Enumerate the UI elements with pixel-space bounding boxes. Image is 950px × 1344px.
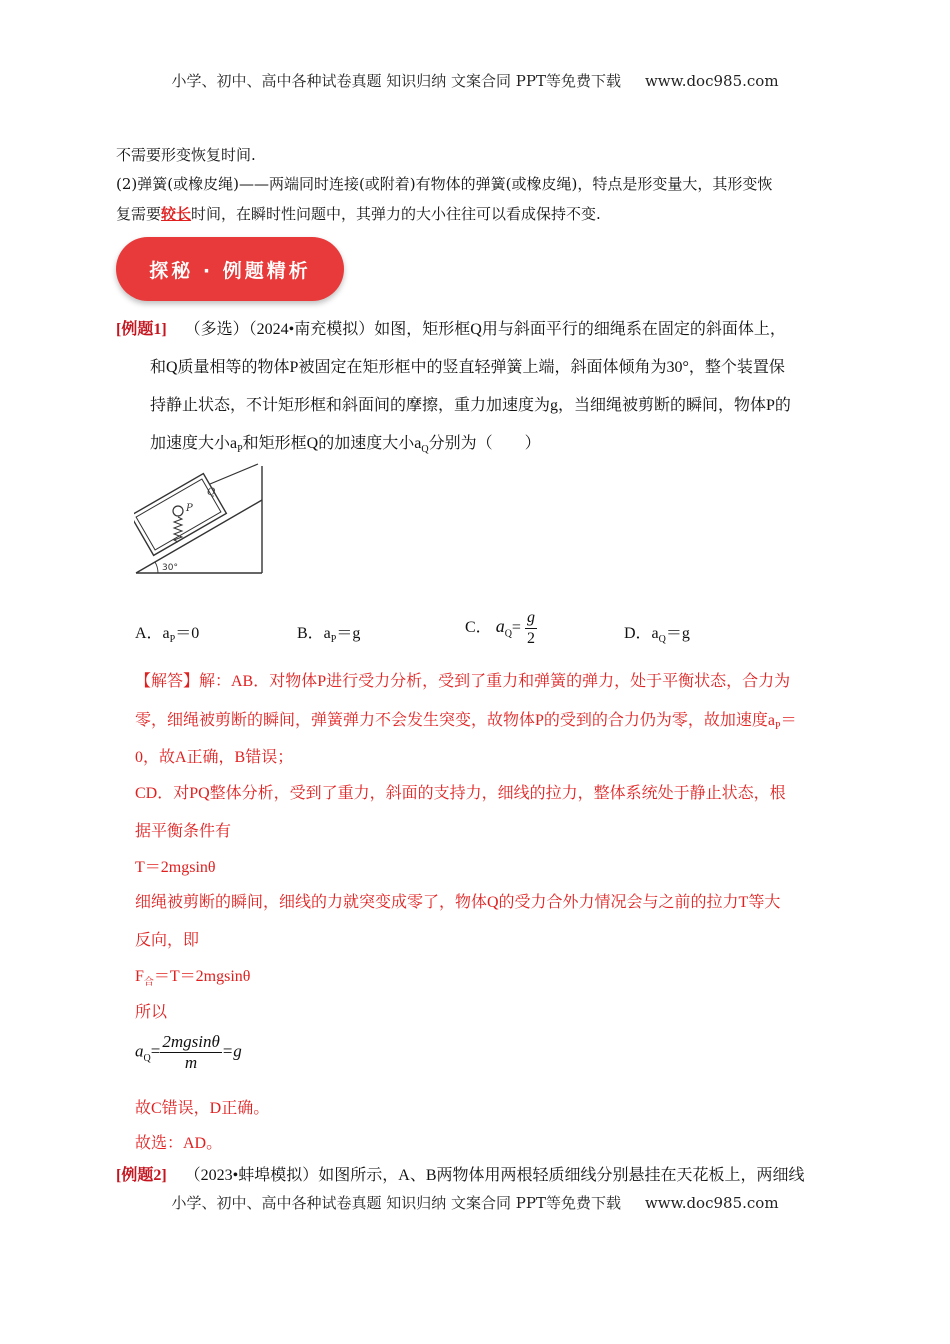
example1-line-4-a: 加速度大小a	[150, 435, 238, 452]
rope-line	[210, 464, 258, 484]
angle-arc	[155, 562, 158, 573]
intro-line-2: (2)弹簧(或橡皮绳)——两端同时连接(或附着)有物体的弹簧(或橡皮绳)，特点是形变量大，其形变恢	[116, 175, 773, 193]
solution-line-2-sub: P	[775, 721, 781, 733]
option-a-rest: ＝0	[175, 625, 200, 642]
option-c-den: 2	[526, 630, 535, 647]
example1-line-4	[150, 434, 541, 460]
page-header	[0, 70, 950, 91]
example2-text-1: （2023•蚌埠模拟）如图所示，A、B两物体用两根轻质细线分别悬挂在天花板上，两细线	[184, 1167, 805, 1184]
solution-line-8: 反向，即	[135, 932, 200, 949]
example1-line-2: 和Q质量相等的物体P被固定在矩形框中的竖直轻弹簧上端，斜面体倾角为30°，整个装置保	[150, 359, 785, 376]
solution-line-2	[135, 707, 797, 732]
formula-eq2: =g	[221, 1041, 242, 1061]
example1-line-4-e: 分别为（ ）	[428, 435, 541, 452]
intro-line-3-post: 时间，在瞬时性问题中，其弹力的大小往往可以看成保持不变.	[191, 205, 601, 223]
solution-line-9-a: F	[135, 968, 144, 985]
footer-text: 小学、初中、高中各种试卷真题 知识归纳 文案合同 PPT等免费下载	[171, 1194, 621, 1212]
solution-line-6: T＝2mgsinθ	[135, 859, 216, 876]
section-banner: 探秘 · 例题精析	[116, 237, 344, 301]
example1-line-1	[116, 320, 786, 340]
solution-line-4: CD．对PQ整体分析，受到了重力，斜面的支持力，细线的拉力，整体系统处于静止状态，根	[135, 785, 786, 802]
example2-line-1	[116, 1166, 805, 1186]
option-b-label: B．a	[297, 625, 331, 642]
solution-line-7: 细绳被剪断的瞬间，细线的力就突变成零了，物体Q的受力合外力情况会与之前的拉力T等大	[135, 894, 781, 911]
incline-figure	[134, 462, 266, 578]
solution-line-5: 据平衡条件有	[135, 823, 232, 840]
example1-line-4-c: 和矩形框Q的加速度大小a	[242, 435, 422, 452]
example2-label: [例题2]	[116, 1167, 167, 1184]
option-c[interactable]	[465, 608, 537, 649]
formula-den: m	[184, 1053, 198, 1072]
option-b[interactable]	[297, 620, 360, 645]
solution-line-2-a: 零，细绳被剪断的瞬间，弹簧弹力不会发生突变，故物体P的受到的合力仍为零，故加速度a	[135, 712, 776, 729]
solution-line-12: 故C错误，D正确。	[135, 1100, 270, 1117]
intro-line-3	[116, 204, 601, 224]
label-q: Q	[207, 487, 216, 498]
solution-line-9-c: ＝T＝2mgsinθ	[153, 968, 251, 985]
option-c-label: C．	[465, 619, 492, 637]
example1-label: [例题1]	[116, 321, 167, 338]
example1-text-1: （多选）（2024•南充模拟）如图，矩形框Q用与斜面平行的细绳系在固定的斜面体上，	[184, 321, 786, 338]
solution-line-2-c: ＝	[780, 712, 797, 729]
option-b-rest: ＝g	[336, 625, 361, 642]
option-c-num: g	[525, 608, 537, 629]
option-c-eq: =	[511, 619, 521, 637]
formula-num: 2mgsinθ	[162, 1032, 220, 1051]
label-p: P	[186, 503, 193, 514]
intro-line-3-pre: 复需要	[116, 205, 162, 223]
formula-a: a	[135, 1041, 144, 1061]
example1-line-3: 持静止状态，不计矩形框和斜面间的摩擦，重力加速度为g，当细绳被剪断的瞬间，物体P的	[150, 397, 791, 414]
object-p	[173, 506, 183, 516]
option-b-sub: P	[330, 634, 337, 646]
option-a-label: A．a	[135, 625, 170, 642]
example1-sub-q: Q	[421, 444, 429, 456]
footer-site: www.doc985.com	[644, 1194, 779, 1212]
solution-line-9	[135, 963, 250, 988]
formula-sub: Q	[143, 1052, 151, 1064]
formula-fraction	[160, 1032, 221, 1073]
example1-sub-p: P	[237, 444, 243, 456]
solution-line-10: 所以	[135, 1004, 168, 1021]
formula-eq: =	[150, 1041, 161, 1061]
solution-line-9-sub: 合	[143, 977, 154, 989]
option-c-fraction	[525, 608, 537, 649]
header-text: 小学、初中、高中各种试卷真题 知识归纳 文案合同 PPT等免费下载	[171, 72, 621, 90]
option-a[interactable]	[135, 620, 199, 645]
option-d-label: D．a	[624, 625, 659, 642]
incline-surface	[136, 500, 262, 573]
intro-line-1: 不需要形变恢复时间.	[116, 146, 256, 164]
header-site: www.doc985.com	[644, 72, 779, 90]
solution-formula	[135, 1032, 242, 1073]
intro-emphasis: 较长	[161, 205, 192, 223]
page-footer	[0, 1192, 950, 1213]
angle-label: 30°	[162, 563, 178, 573]
option-c-sub: Q	[504, 628, 512, 640]
option-d[interactable]	[624, 620, 690, 645]
solution-line-1: 【解答】解：AB．对物体P进行受力分析，受到了重力和弹簧的弹力，处于平衡状态，合力为	[135, 673, 791, 690]
option-c-a: a	[495, 616, 505, 637]
solution-line-3: 0，故A正确，B错误；	[135, 749, 294, 766]
option-d-sub: Q	[658, 634, 666, 646]
option-a-sub: P	[169, 634, 176, 646]
solution-line-13: 故选：AD。	[135, 1135, 223, 1152]
option-d-rest: ＝g	[665, 625, 690, 642]
